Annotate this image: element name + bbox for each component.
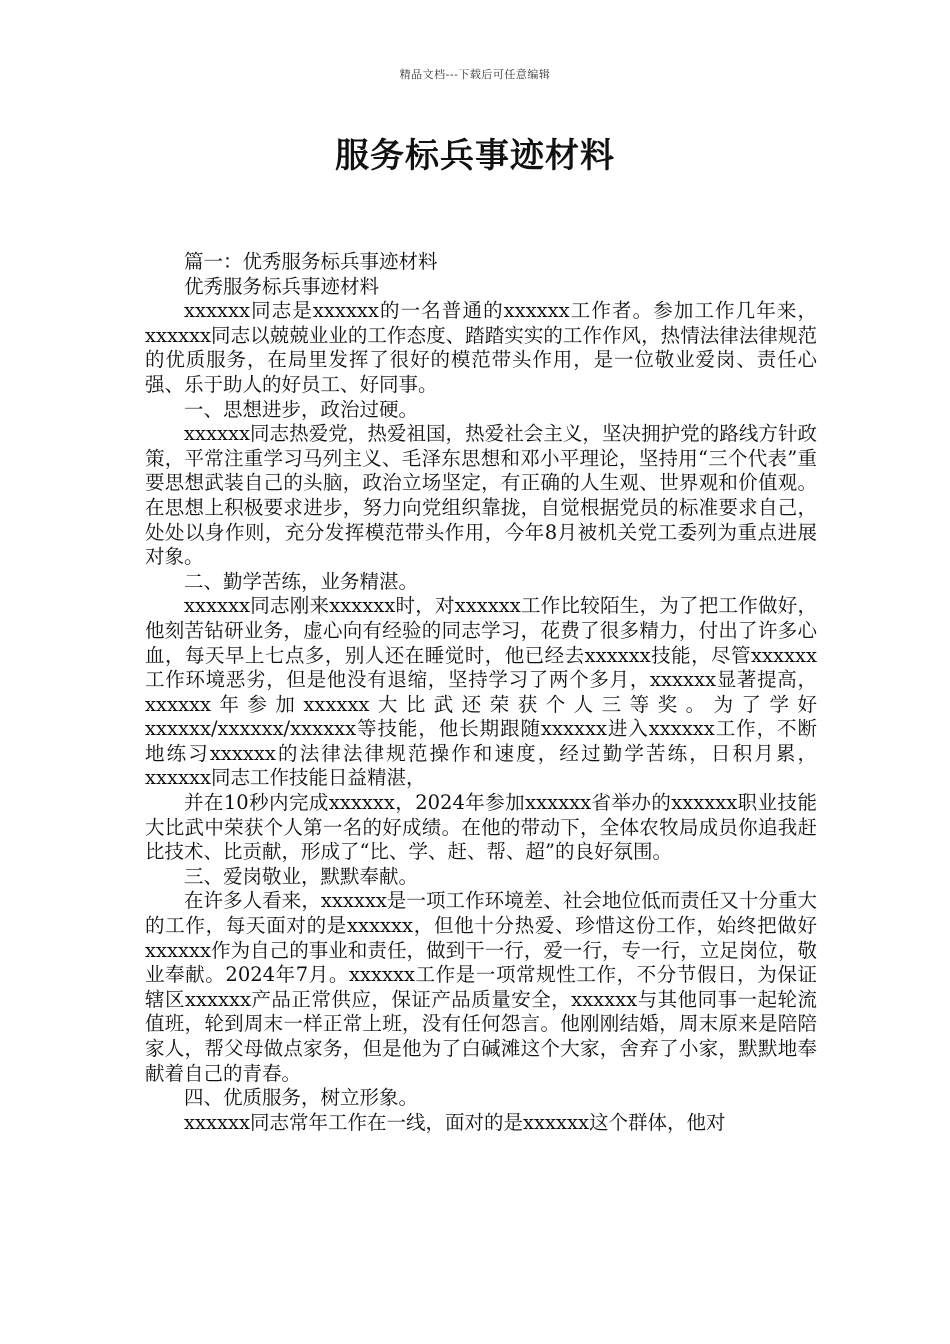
paragraph: 在许多人看来，xxxxxx是一项工作环境差、社会地位低而责任又十分重大的工作，每天面对的是xxxxxx，但他十分热爱、珍惜这份工作，始终把做好xxxxxx作为自己的事业和责任，做到干一行，爱一行，专一行，立足岗位，敬业奉献。2024年7月。xxxxxx工作是一项常规性工作，不分节假日，为保证辖区xxxxxx产品正常供应，保证产品质量安全，xxxxxx与其他同事一起轮流值班，轮到周末一样正常上班，没有任何怨言。他刚刚结婚，周末原来是陪陪家人，帮父母做点家务，但是他为了白碱滩这个大家，舍弃了小家，默默地奉献着自己的青春。: [145, 889, 817, 1085]
paragraph-subtitle: 篇一：优秀服务标兵事迹材料: [184, 250, 438, 273]
document-title: 服务标兵事迹材料: [335, 136, 615, 176]
paragraph: xxxxxx同志是xxxxxx的一名普通的xxxxxx工作者。参加工作几年来，xxxxxx同志以兢兢业业的工作态度、踏踏实实的工作作风，热情法律法律规范的优质服务，在局里发挥了很好的模范带头作用，是一位敬业爱岗、责任心强、乐于助人的好员工、好同事。: [145, 299, 817, 396]
section-heading: 一、思想进步，政治过硬。: [184, 397, 419, 421]
section-heading: 二、勤学苦练，业务精湛。: [184, 569, 419, 593]
paragraph: xxxxxx同志热爱党，热爱祖国，热爱社会主义，坚决拥护党的路线方针政策，平常注重学习马列主义、毛泽东思想和邓小平理论，坚持用“三个代表”重要思想武装自己的头脑，政治立场坚定，有正确的人生观、世界观和价值观。在思想上积极要求进步，努力向党组织靠拢，自觉根据党员的标准要求自己，处处以身作则，充分发挥模范带头作用，今年8月被机关党工委列为重点进展对象。: [145, 422, 817, 569]
paragraph: 并在10秒内完成xxxxxx，2024年参加xxxxxx省举办的xxxxxx职业技能大比武中荣获个人第一名的好成绩。在他的带动下，全体农牧局成员你追我赶比技术、比贡献，形成了“比、学、赶、帮、超”的良好氛围。: [145, 791, 817, 864]
document-body: [145, 250, 817, 1135]
paragraph-heading: 优秀服务标兵事迹材料: [184, 274, 380, 298]
paragraph: xxxxxx同志刚来xxxxxx时，对xxxxxx工作比较陌生，为了把工作做好，他刻苦钻研业务，虚心向有经验的同志学习，花费了很多精力，付出了许多心血，每天早上七点多，别人还在睡觉时，他已经去xxxxxx技能，尽管xxxxxx工作环境恶劣，但是他没有退缩，坚持学习了两个多月，xxxxxx显著提高，xxxxxx年参加xxxxxx大比武还荣获个人三等奖。为了学好xxxxxx/xxxxxx/xxxxxx等技能，他长期跟随xxxxxx进入xxxxxx工作，不断地练习xxxxxx的法律法律规范操作和速度，经过勤学苦练，日积月累，xxxxxx同志工作技能日益精湛，: [145, 594, 817, 790]
section-heading: 四、优质服务，树立形象。: [184, 1086, 419, 1110]
paragraph: xxxxxx同志常年工作在一线，面对的是xxxxxx这个群体，他对: [184, 1110, 726, 1134]
header-note: 精品文档---下载后可任意编辑: [399, 68, 551, 81]
section-heading: 三、爱岗敬业，默默奉献。: [184, 864, 419, 888]
